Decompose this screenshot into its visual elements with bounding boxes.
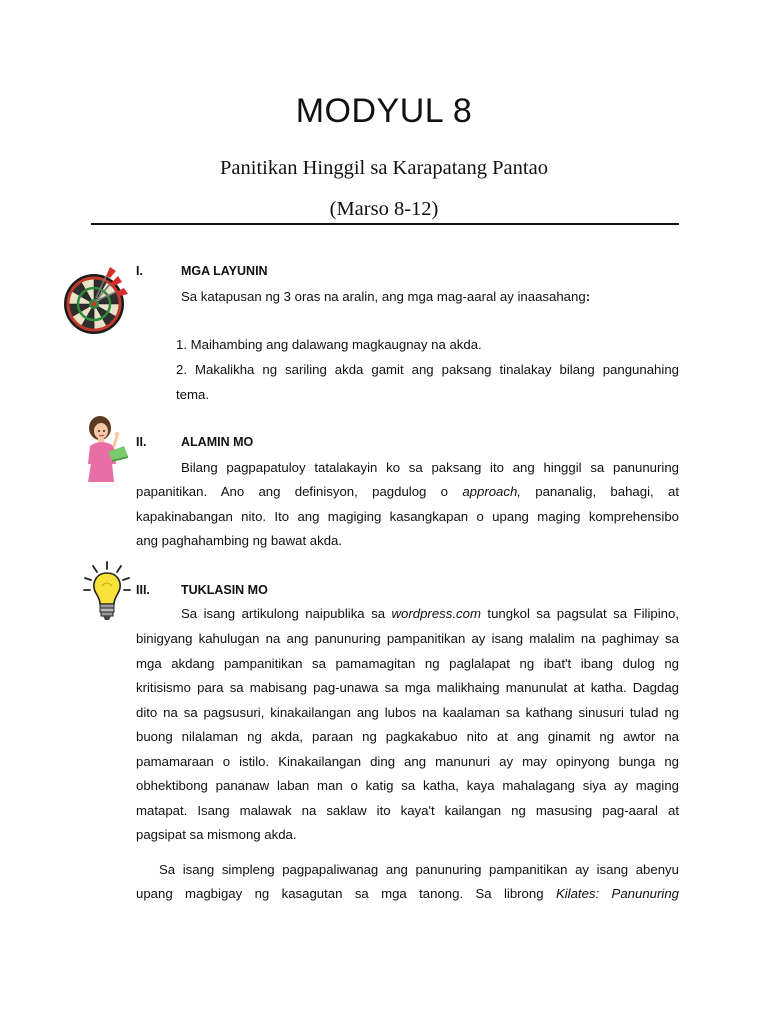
text-run: tungkol sa pagsulat sa Filipino, — [480, 606, 679, 621]
paragraph-text: Bilang pagpapatuloy tatalakayin ko sa paksang ito ang hinggil sa panunuring — [181, 460, 679, 475]
paragraph-line: pagsipat sa mismong akda. — [136, 827, 297, 842]
paragraph-text: buong nilalaman ng akda, paraan ng pagkakabuo nito at ang ginamit ng awtor na — [136, 729, 679, 744]
paragraph-line — [136, 803, 679, 819]
section-heading-layunin: MGA LAYUNIN — [181, 264, 268, 278]
objective-2-text: 2. Makalikha ng sariling akda gamit ang paksang tinalakay bilang pangunahing — [176, 362, 679, 377]
paragraph-line: ang paghahambing ng bawat akda. — [136, 533, 343, 548]
teacher-reading-icon — [84, 416, 130, 484]
paragraph-line — [136, 729, 679, 745]
paragraph-line — [136, 509, 679, 525]
paragraph-text — [136, 886, 679, 901]
paragraph-text: kritisismo para sa mabisang pag-unawa sa mga malikhaing manunulat at katha. Dagdag — [136, 680, 679, 695]
paragraph-line — [136, 886, 679, 902]
paragraph-line — [136, 754, 679, 770]
intro-text-body: Sa katapusan ng 3 oras na aralin, ang mga mag-aaral ay inaasahang — [181, 289, 586, 304]
paragraph-line — [136, 778, 679, 794]
section-heading-alamin: ALAMIN MO — [181, 435, 254, 449]
page-title: MODYUL 8 — [295, 92, 473, 130]
paragraph-line — [181, 460, 679, 476]
paragraph-text: matapat. Isang malawak na saklaw ito kaya't kailangan ng masusing pag-aaral at — [136, 803, 679, 818]
paragraph-line — [136, 680, 679, 696]
section-number: II. — [136, 435, 147, 449]
objective-2-line-2: tema. — [176, 387, 209, 402]
objective-1: 1. Maihambing ang dalawang magkaugnay na akda. — [176, 337, 482, 352]
page-subtitle: Panitikan Hinggil sa Karapatang Pantao — [220, 157, 548, 179]
text-run: Sa isang artikulong naipublika sa — [181, 606, 392, 621]
date-range: (Marso 8-12) — [329, 198, 439, 220]
dartboard-icon — [62, 262, 130, 342]
intro-text — [181, 289, 590, 305]
objective-2-line-1 — [176, 362, 679, 378]
section-number: I. — [136, 264, 143, 278]
paragraph-text: obhektibong pananaw laban man o katig sa katha, kaya mahalagang siya ay maging — [136, 778, 679, 793]
paragraph-text — [136, 484, 679, 499]
paragraph-text: Sa isang simpleng pagpapaliwanag ang panunuring pampanitikan ay isang abenyu — [159, 862, 679, 877]
paragraph-text: mga akdang pampanitikan sa pamamagitan ng paglalapat ng ibat't ibang dulog ng — [136, 656, 679, 671]
text-run: pananalig, bahagi, at — [520, 484, 679, 499]
paragraph-line — [136, 484, 679, 500]
paragraph-text: dito na sa pagsusuri, kinakailangan ang lubos na kaalaman sa kathang sinusuri tulad ng — [136, 705, 679, 720]
paragraph-line — [136, 656, 679, 672]
paragraph-line — [181, 606, 679, 622]
intro-colon: : — [585, 289, 591, 304]
text-run: upang magbigay ng kasagutan sa mga tanong. Sa librong — [136, 886, 556, 901]
paragraph-line — [136, 631, 679, 647]
paragraph-text: kapakinabangan nito. Ito ang magiging kasangkapan o upang maging komprehensibo — [136, 509, 679, 524]
section-heading-tuklasin: TUKLASIN MO — [181, 583, 268, 597]
italic-term: Kilates: Panunuring — [555, 886, 679, 901]
text-run: papanitikan. Ano ang definisyon, pagdulog o — [136, 484, 463, 499]
paragraph-text: binigyang kahulugan na ang panunuring pampanitikan ay isang malalim na paghimay sa — [136, 631, 679, 646]
italic-term: wordpress.com — [391, 606, 481, 621]
section-number: III. — [136, 583, 150, 597]
lightbulb-icon — [82, 560, 132, 622]
paragraph-line — [159, 862, 679, 878]
paragraph-text: pamamaraan o istilo. Kinakailangan ding ang manunuri ay may opinyong bunga ng — [136, 754, 679, 769]
italic-term: approach, — [462, 484, 521, 499]
title-divider — [91, 223, 679, 225]
paragraph-text — [181, 606, 679, 621]
paragraph-line — [136, 705, 679, 721]
